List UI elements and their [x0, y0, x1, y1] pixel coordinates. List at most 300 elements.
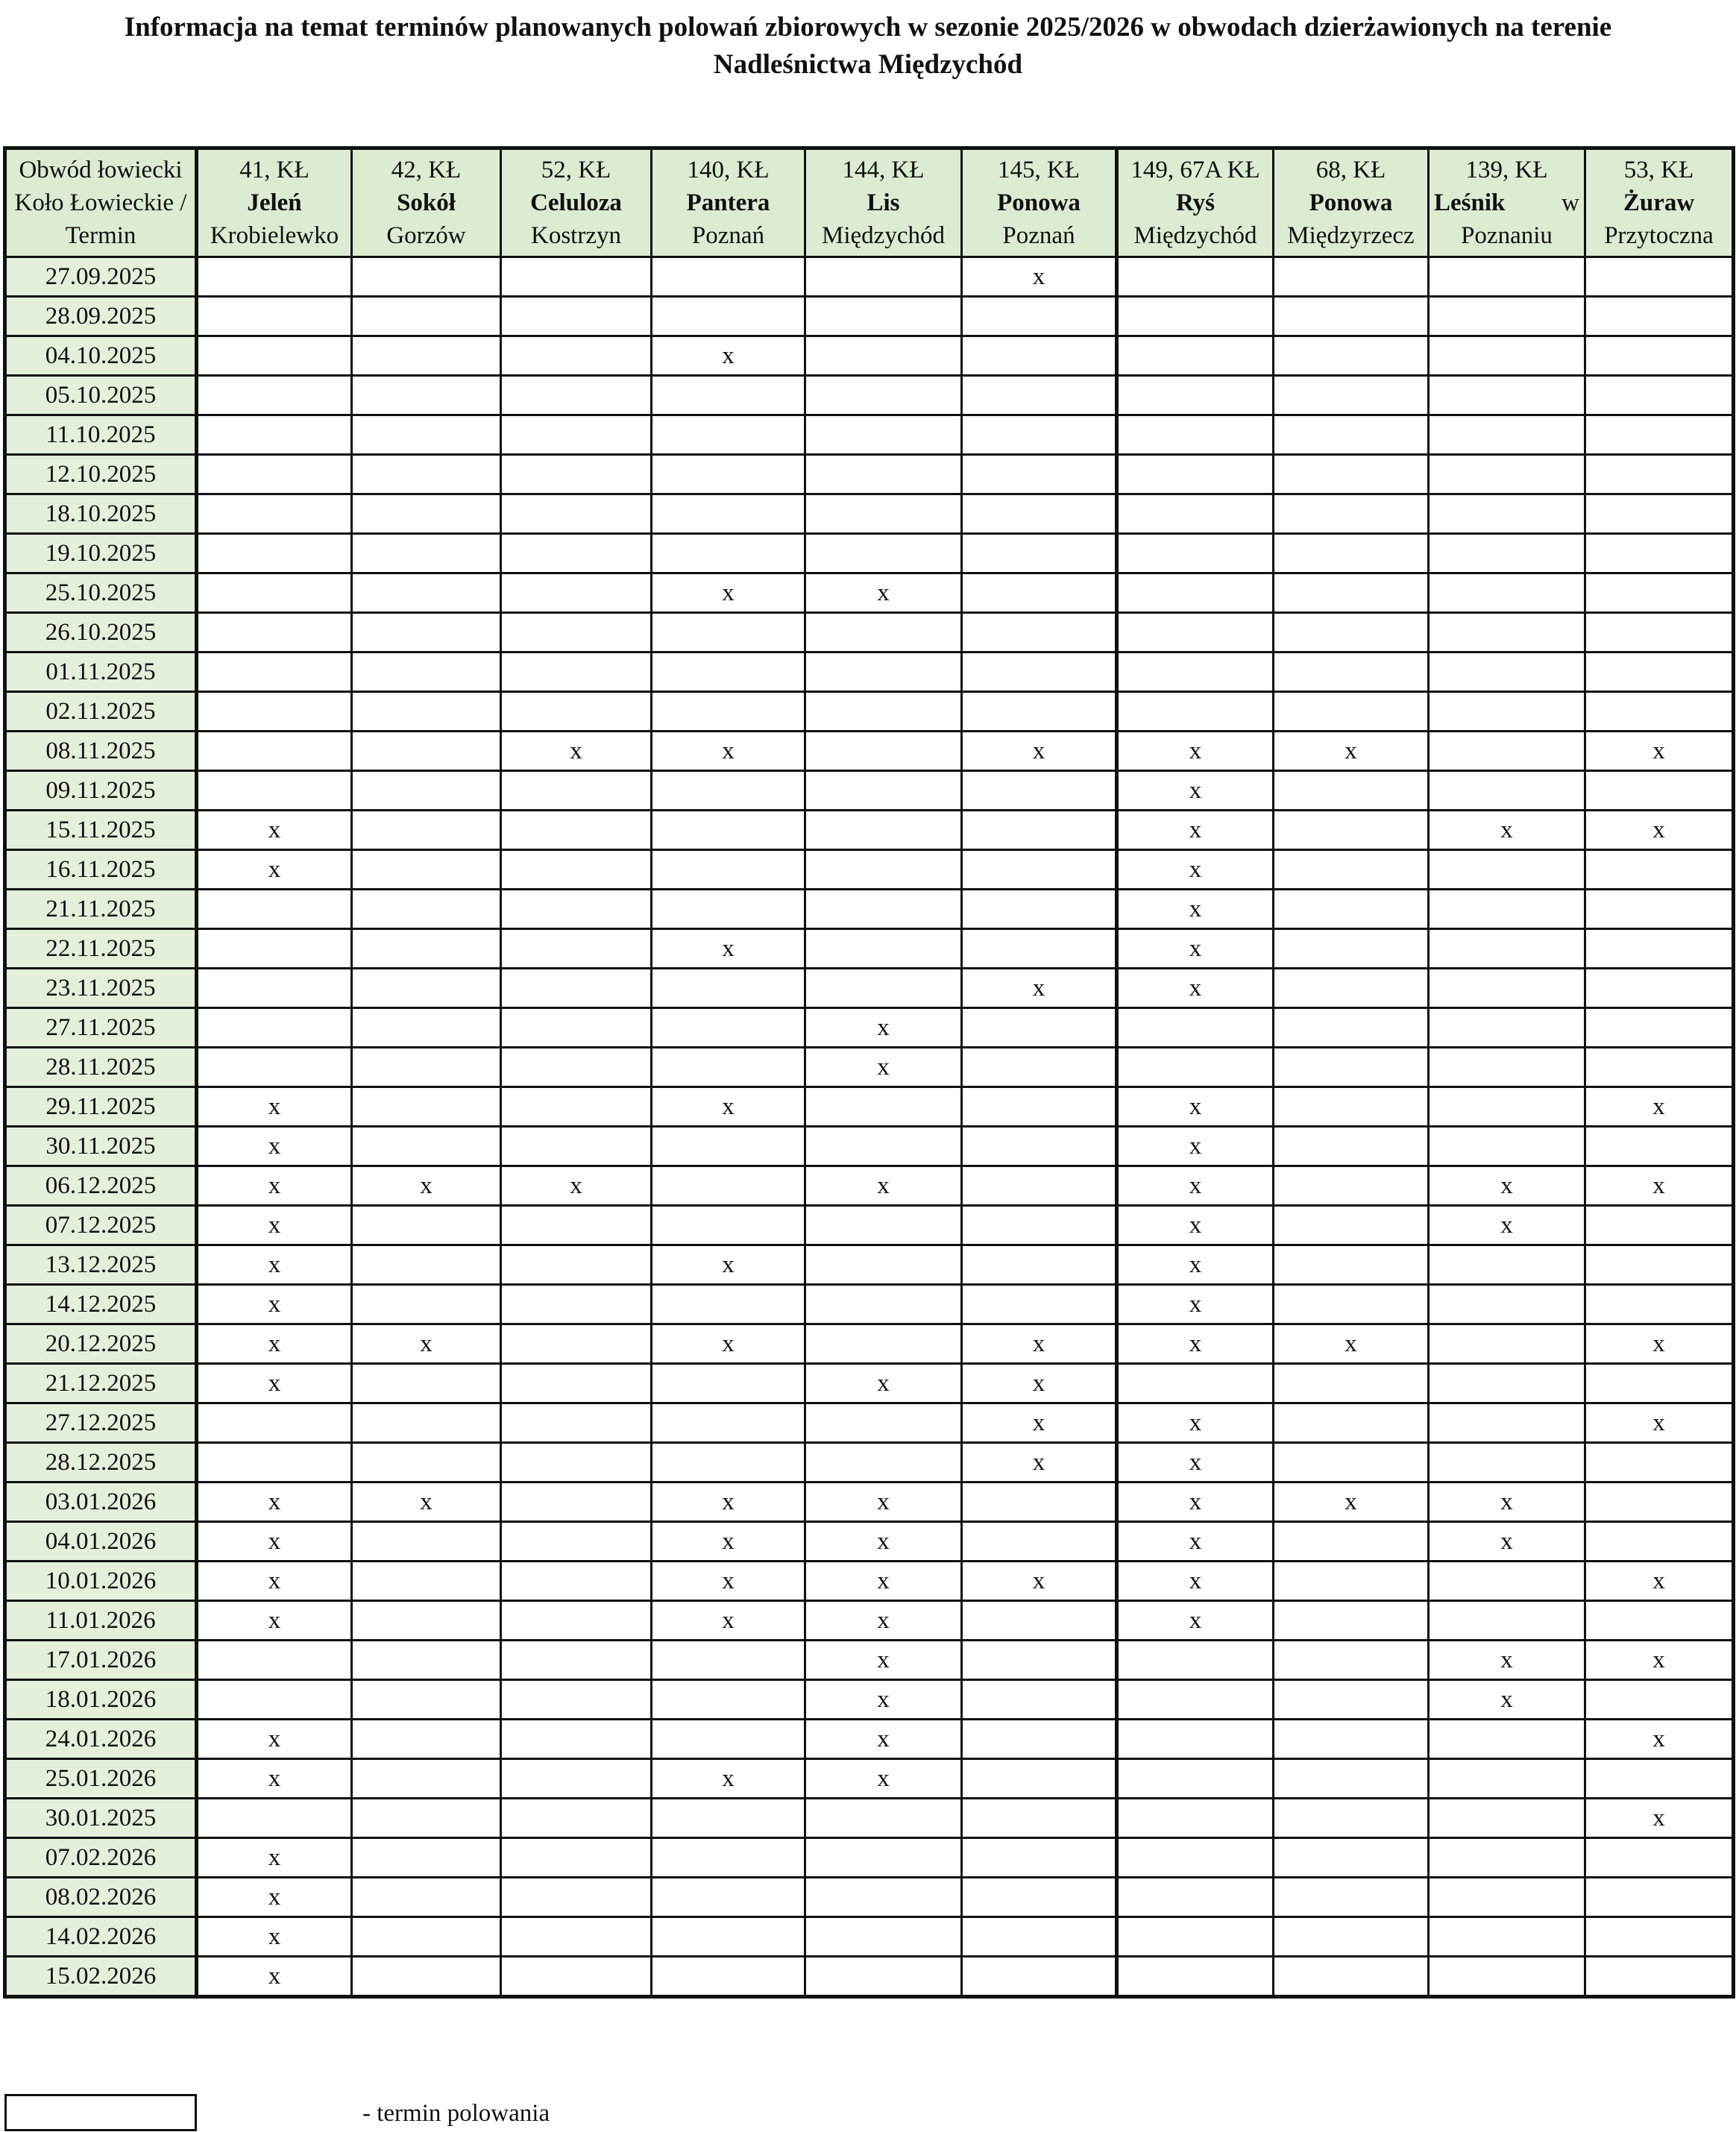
empty-cell — [652, 1838, 805, 1878]
empty-cell — [962, 1206, 1117, 1245]
empty-cell — [962, 1127, 1117, 1166]
date-cell: 08.02.2026 — [5, 1878, 197, 1917]
empty-cell — [501, 336, 652, 376]
empty-cell — [352, 1878, 501, 1917]
empty-cell — [1117, 455, 1274, 494]
empty-cell — [805, 1917, 962, 1957]
empty-cell — [652, 811, 805, 850]
hunt-mark-cell: x — [1429, 1166, 1585, 1206]
empty-cell — [1274, 1127, 1429, 1166]
empty-cell — [1585, 1759, 1734, 1799]
hunt-mark-cell: x — [805, 1482, 962, 1522]
empty-cell — [962, 1482, 1117, 1522]
empty-cell — [352, 1443, 501, 1482]
hunt-mark-cell: x — [805, 1166, 962, 1206]
empty-cell — [962, 534, 1117, 573]
hunt-mark-cell: x — [197, 1364, 352, 1403]
empty-cell — [352, 1364, 501, 1403]
empty-cell — [1585, 1482, 1734, 1522]
empty-cell — [1585, 1680, 1734, 1720]
empty-cell — [352, 969, 501, 1008]
date-cell: 29.11.2025 — [5, 1087, 197, 1127]
hunt-mark-cell: x — [805, 573, 962, 613]
empty-cell — [197, 890, 352, 929]
empty-cell — [1274, 1878, 1429, 1917]
empty-cell — [652, 297, 805, 336]
table-row — [5, 732, 1734, 771]
hunt-mark-cell: x — [1429, 1641, 1585, 1680]
column-header-city: Gorzów — [386, 222, 466, 249]
hunt-mark-cell: x — [197, 1878, 352, 1917]
empty-cell — [352, 692, 501, 732]
empty-cell — [501, 1048, 652, 1087]
hunt-mark-cell: x — [805, 1364, 962, 1403]
hunt-mark-cell: x — [197, 1957, 352, 1997]
date-cell: 15.11.2025 — [5, 811, 197, 850]
empty-cell — [501, 613, 652, 653]
hunt-mark-cell: x — [1585, 1166, 1734, 1206]
empty-cell — [501, 890, 652, 929]
empty-cell — [1585, 1285, 1734, 1324]
hunt-mark-cell: x — [805, 1720, 962, 1759]
empty-cell — [805, 811, 962, 850]
empty-cell — [1274, 613, 1429, 653]
empty-cell — [1117, 494, 1274, 534]
column-header — [962, 148, 1117, 257]
date-cell: 08.11.2025 — [5, 732, 197, 771]
empty-cell — [501, 771, 652, 811]
date-cell: 12.10.2025 — [5, 455, 197, 494]
empty-cell — [652, 1285, 805, 1324]
hunt-mark-cell: x — [197, 1127, 352, 1166]
hunt-mark-cell: x — [805, 1680, 962, 1720]
table-row — [5, 613, 1734, 653]
column-header-number: 52, KŁ — [541, 157, 611, 183]
empty-cell — [352, 1245, 501, 1285]
empty-cell — [197, 613, 352, 653]
empty-cell — [962, 1285, 1117, 1324]
empty-cell — [352, 890, 501, 929]
column-header-number: 42, KŁ — [391, 157, 462, 183]
column-header-city: Przytoczna — [1604, 222, 1714, 249]
empty-cell — [1429, 1127, 1585, 1166]
hunt-mark-cell: x — [1117, 890, 1274, 929]
empty-cell — [1585, 1364, 1734, 1403]
empty-cell — [197, 534, 352, 573]
hunt-mark-cell: x — [652, 336, 805, 376]
empty-cell — [962, 1680, 1117, 1720]
empty-cell — [197, 573, 352, 613]
hunt-mark-cell: x — [1585, 1562, 1734, 1601]
table-body — [5, 257, 1734, 1997]
hunt-mark-cell: x — [197, 1482, 352, 1522]
empty-cell — [1274, 1008, 1429, 1048]
empty-cell — [1429, 297, 1585, 336]
column-header — [1429, 148, 1585, 257]
empty-cell — [805, 1443, 962, 1482]
empty-cell — [352, 1403, 501, 1443]
empty-cell — [1429, 1838, 1585, 1878]
hunt-mark-cell: x — [1117, 1324, 1274, 1364]
hunt-mark-cell: x — [1117, 771, 1274, 811]
date-cell: 27.11.2025 — [5, 1008, 197, 1048]
empty-cell — [501, 573, 652, 613]
empty-cell — [501, 1878, 652, 1917]
empty-cell — [352, 613, 501, 653]
table-row — [5, 850, 1734, 890]
empty-cell — [805, 692, 962, 732]
column-header-number: 41, KŁ — [239, 157, 309, 183]
hunt-mark-cell: x — [197, 850, 352, 890]
date-cell: 25.01.2026 — [5, 1759, 197, 1799]
empty-cell — [1117, 1799, 1274, 1838]
date-cell: 19.10.2025 — [5, 534, 197, 573]
column-header-city: Międzyrzecz — [1287, 222, 1415, 249]
empty-cell — [352, 494, 501, 534]
empty-cell — [1429, 494, 1585, 534]
hunt-mark-cell: x — [197, 1838, 352, 1878]
empty-cell — [501, 257, 652, 297]
hunt-mark-cell: x — [1274, 1482, 1429, 1522]
empty-cell — [1429, 929, 1585, 969]
table-row — [5, 1957, 1734, 1997]
empty-cell — [1274, 415, 1429, 455]
date-cell: 28.11.2025 — [5, 1048, 197, 1087]
column-header-number: 144, KŁ — [842, 157, 925, 183]
empty-cell — [652, 850, 805, 890]
empty-cell — [352, 771, 501, 811]
table-row — [5, 1206, 1734, 1245]
empty-cell — [1117, 257, 1274, 297]
empty-cell — [501, 494, 652, 534]
hunt-mark-cell: x — [1429, 1680, 1585, 1720]
column-header-number: 68, KŁ — [1315, 157, 1386, 183]
empty-cell — [1274, 1759, 1429, 1799]
hunt-mark-cell: x — [197, 1285, 352, 1324]
empty-cell — [1274, 1403, 1429, 1443]
empty-cell — [962, 415, 1117, 455]
empty-cell — [652, 653, 805, 692]
column-header-city: Międzychód — [1133, 222, 1257, 249]
empty-cell — [652, 1166, 805, 1206]
empty-cell — [501, 297, 652, 336]
hunt-mark-cell: x — [652, 1759, 805, 1799]
empty-cell — [1117, 534, 1274, 573]
hunt-mark-cell: x — [1274, 732, 1429, 771]
empty-cell — [352, 1838, 501, 1878]
empty-cell — [352, 1720, 501, 1759]
empty-cell — [352, 850, 501, 890]
empty-cell — [652, 415, 805, 455]
empty-cell — [962, 771, 1117, 811]
empty-cell — [1585, 850, 1734, 890]
empty-cell — [962, 850, 1117, 890]
empty-cell — [652, 257, 805, 297]
hunt-mark-cell: x — [197, 1245, 352, 1285]
empty-cell — [1429, 455, 1585, 494]
hunt-mark-cell: x — [1585, 1324, 1734, 1364]
empty-cell — [652, 692, 805, 732]
empty-cell — [352, 455, 501, 494]
hunt-mark-cell: x — [1117, 732, 1274, 771]
column-header — [352, 148, 501, 257]
table-row — [5, 1641, 1734, 1680]
empty-cell — [805, 613, 962, 653]
table-row — [5, 771, 1734, 811]
empty-cell — [1585, 573, 1734, 613]
empty-cell — [805, 1324, 962, 1364]
empty-cell — [1585, 1601, 1734, 1641]
column-header-name: Ryś — [1175, 189, 1215, 216]
empty-cell — [805, 1245, 962, 1285]
corner-header-line: Koło Łowieckie / — [14, 189, 187, 216]
empty-cell — [352, 376, 501, 415]
empty-cell — [962, 811, 1117, 850]
hunt-mark-cell: x — [1117, 811, 1274, 850]
empty-cell — [962, 1759, 1117, 1799]
empty-cell — [1274, 376, 1429, 415]
column-header — [805, 148, 962, 257]
empty-cell — [352, 732, 501, 771]
empty-cell — [1429, 1364, 1585, 1403]
hunt-mark-cell: x — [352, 1324, 501, 1364]
empty-cell — [1117, 613, 1274, 653]
hunt-mark-cell: x — [501, 1166, 652, 1206]
hunt-mark-cell: x — [197, 1759, 352, 1799]
empty-cell — [805, 850, 962, 890]
table-row — [5, 1048, 1734, 1087]
empty-cell — [805, 1878, 962, 1917]
table-row — [5, 1166, 1734, 1206]
date-cell: 30.11.2025 — [5, 1127, 197, 1166]
table-row — [5, 1680, 1734, 1720]
empty-cell — [1585, 376, 1734, 415]
table-row — [5, 1522, 1734, 1562]
empty-cell — [501, 1838, 652, 1878]
column-header-city: Poznań — [1002, 222, 1075, 249]
hunt-mark-cell: x — [1117, 1166, 1274, 1206]
empty-cell — [1429, 890, 1585, 929]
date-cell: 02.11.2025 — [5, 692, 197, 732]
column-header-name: Lis — [867, 189, 900, 216]
empty-cell — [805, 1957, 962, 1997]
column-header-number: 145, KŁ — [998, 157, 1080, 183]
empty-cell — [352, 1601, 501, 1641]
empty-cell — [962, 1087, 1117, 1127]
empty-cell — [352, 1799, 501, 1838]
empty-cell — [1585, 653, 1734, 692]
date-cell: 05.10.2025 — [5, 376, 197, 415]
empty-cell — [1585, 455, 1734, 494]
empty-cell — [197, 771, 352, 811]
column-header — [1274, 148, 1429, 257]
date-cell: 18.10.2025 — [5, 494, 197, 534]
date-cell: 30.01.2025 — [5, 1799, 197, 1838]
hunting-schedule-table — [3, 146, 1735, 1999]
empty-cell — [1274, 1364, 1429, 1403]
date-cell: 10.01.2026 — [5, 1562, 197, 1601]
hunt-mark-cell: x — [962, 1443, 1117, 1482]
hunt-mark-cell: x — [1429, 811, 1585, 850]
empty-cell — [1117, 653, 1274, 692]
title-line-2: Nadleśnictwa Międzychód — [713, 49, 1023, 80]
empty-cell — [805, 771, 962, 811]
empty-cell — [1429, 1878, 1585, 1917]
hunt-mark-cell: x — [962, 1403, 1117, 1443]
empty-cell — [805, 969, 962, 1008]
empty-cell — [1274, 850, 1429, 890]
empty-cell — [1274, 1720, 1429, 1759]
column-header-name: Ponowa — [997, 189, 1081, 216]
empty-cell — [501, 1403, 652, 1443]
empty-cell — [1274, 257, 1429, 297]
date-cell: 23.11.2025 — [5, 969, 197, 1008]
empty-cell — [1429, 732, 1585, 771]
empty-cell — [1429, 1562, 1585, 1601]
hunt-mark-cell: x — [652, 732, 805, 771]
empty-cell — [501, 1245, 652, 1285]
empty-cell — [1117, 1364, 1274, 1403]
empty-cell — [501, 1087, 652, 1127]
date-cell: 26.10.2025 — [5, 613, 197, 653]
date-cell: 04.01.2026 — [5, 1522, 197, 1562]
empty-cell — [962, 1641, 1117, 1680]
date-cell: 27.12.2025 — [5, 1403, 197, 1443]
empty-cell — [962, 692, 1117, 732]
hunt-mark-cell: x — [652, 1324, 805, 1364]
empty-cell — [1117, 376, 1274, 415]
empty-cell — [1274, 455, 1429, 494]
empty-cell — [652, 1641, 805, 1680]
empty-cell — [197, 297, 352, 336]
empty-cell — [1274, 1917, 1429, 1957]
table-row — [5, 890, 1734, 929]
empty-cell — [1117, 1838, 1274, 1878]
empty-cell — [1429, 613, 1585, 653]
empty-cell — [1585, 613, 1734, 653]
empty-cell — [352, 1562, 501, 1601]
empty-cell — [352, 1008, 501, 1048]
column-header — [1117, 148, 1274, 257]
hunt-mark-cell: x — [652, 1245, 805, 1285]
hunt-mark-cell: x — [1117, 1562, 1274, 1601]
empty-cell — [962, 494, 1117, 534]
column-header-name: Pantera — [686, 189, 770, 216]
empty-cell — [197, 732, 352, 771]
empty-cell — [652, 1957, 805, 1997]
table-row — [5, 1799, 1734, 1838]
empty-cell — [352, 653, 501, 692]
date-cell: 04.10.2025 — [5, 336, 197, 376]
date-cell: 07.12.2025 — [5, 1206, 197, 1245]
empty-cell — [962, 1166, 1117, 1206]
empty-cell — [1274, 969, 1429, 1008]
empty-cell — [805, 494, 962, 534]
empty-cell — [962, 1878, 1117, 1917]
table-row — [5, 1403, 1734, 1443]
empty-cell — [652, 1720, 805, 1759]
empty-cell — [1117, 297, 1274, 336]
column-header-name-suffix: w — [1562, 189, 1579, 216]
empty-cell — [1274, 336, 1429, 376]
empty-cell — [805, 415, 962, 455]
table-row — [5, 653, 1734, 692]
hunt-mark-cell: x — [1585, 1641, 1734, 1680]
hunt-mark-cell: x — [652, 1522, 805, 1562]
empty-cell — [805, 1838, 962, 1878]
empty-cell — [501, 1562, 652, 1601]
empty-cell — [1429, 534, 1585, 573]
hunt-mark-cell: x — [652, 1482, 805, 1522]
date-cell: 17.01.2026 — [5, 1641, 197, 1680]
empty-cell — [1429, 376, 1585, 415]
table-row — [5, 1878, 1734, 1917]
empty-cell — [1429, 692, 1585, 732]
empty-cell — [1274, 692, 1429, 732]
hunt-mark-cell: x — [805, 1641, 962, 1680]
hunt-mark-cell: x — [197, 1087, 352, 1127]
corner-header-line: Obwód łowiecki — [19, 157, 183, 183]
empty-cell — [501, 1443, 652, 1482]
empty-cell — [1117, 1680, 1274, 1720]
empty-cell — [805, 336, 962, 376]
table-row — [5, 1364, 1734, 1403]
empty-cell — [501, 1522, 652, 1562]
table-row — [5, 534, 1734, 573]
hunt-mark-cell: x — [1117, 1443, 1274, 1482]
table-row — [5, 1838, 1734, 1878]
empty-cell — [501, 1324, 652, 1364]
date-cell: 21.11.2025 — [5, 890, 197, 929]
empty-cell — [805, 376, 962, 415]
empty-cell — [652, 1403, 805, 1443]
empty-cell — [197, 1799, 352, 1838]
empty-cell — [1429, 1443, 1585, 1482]
hunt-mark-cell: x — [1585, 1403, 1734, 1443]
column-header — [197, 148, 352, 257]
empty-cell — [962, 1720, 1117, 1759]
empty-cell — [652, 890, 805, 929]
empty-cell — [805, 1127, 962, 1166]
date-cell: 13.12.2025 — [5, 1245, 197, 1285]
empty-cell — [1429, 415, 1585, 455]
hunt-mark-cell: x — [197, 1522, 352, 1562]
empty-cell — [1429, 1285, 1585, 1324]
hunt-mark-cell: x — [805, 1562, 962, 1601]
empty-cell — [352, 257, 501, 297]
hunt-mark-cell: x — [197, 1324, 352, 1364]
column-header — [652, 148, 805, 257]
table-row — [5, 1285, 1734, 1324]
empty-cell — [1585, 1957, 1734, 1997]
hunt-mark-cell: x — [962, 732, 1117, 771]
empty-cell — [652, 1917, 805, 1957]
table-row — [5, 297, 1734, 336]
column-header-name: Jeleń — [247, 189, 302, 216]
hunt-mark-cell: x — [805, 1601, 962, 1641]
empty-cell — [1429, 653, 1585, 692]
hunt-mark-cell: x — [1117, 1285, 1274, 1324]
empty-cell — [1429, 1957, 1585, 1997]
empty-cell — [1117, 336, 1274, 376]
empty-cell — [1585, 929, 1734, 969]
column-header-name-row — [1430, 186, 1584, 219]
empty-cell — [1585, 415, 1734, 455]
empty-cell — [652, 494, 805, 534]
hunt-mark-cell: x — [962, 257, 1117, 297]
empty-cell — [1429, 1048, 1585, 1087]
empty-cell — [1429, 573, 1585, 613]
